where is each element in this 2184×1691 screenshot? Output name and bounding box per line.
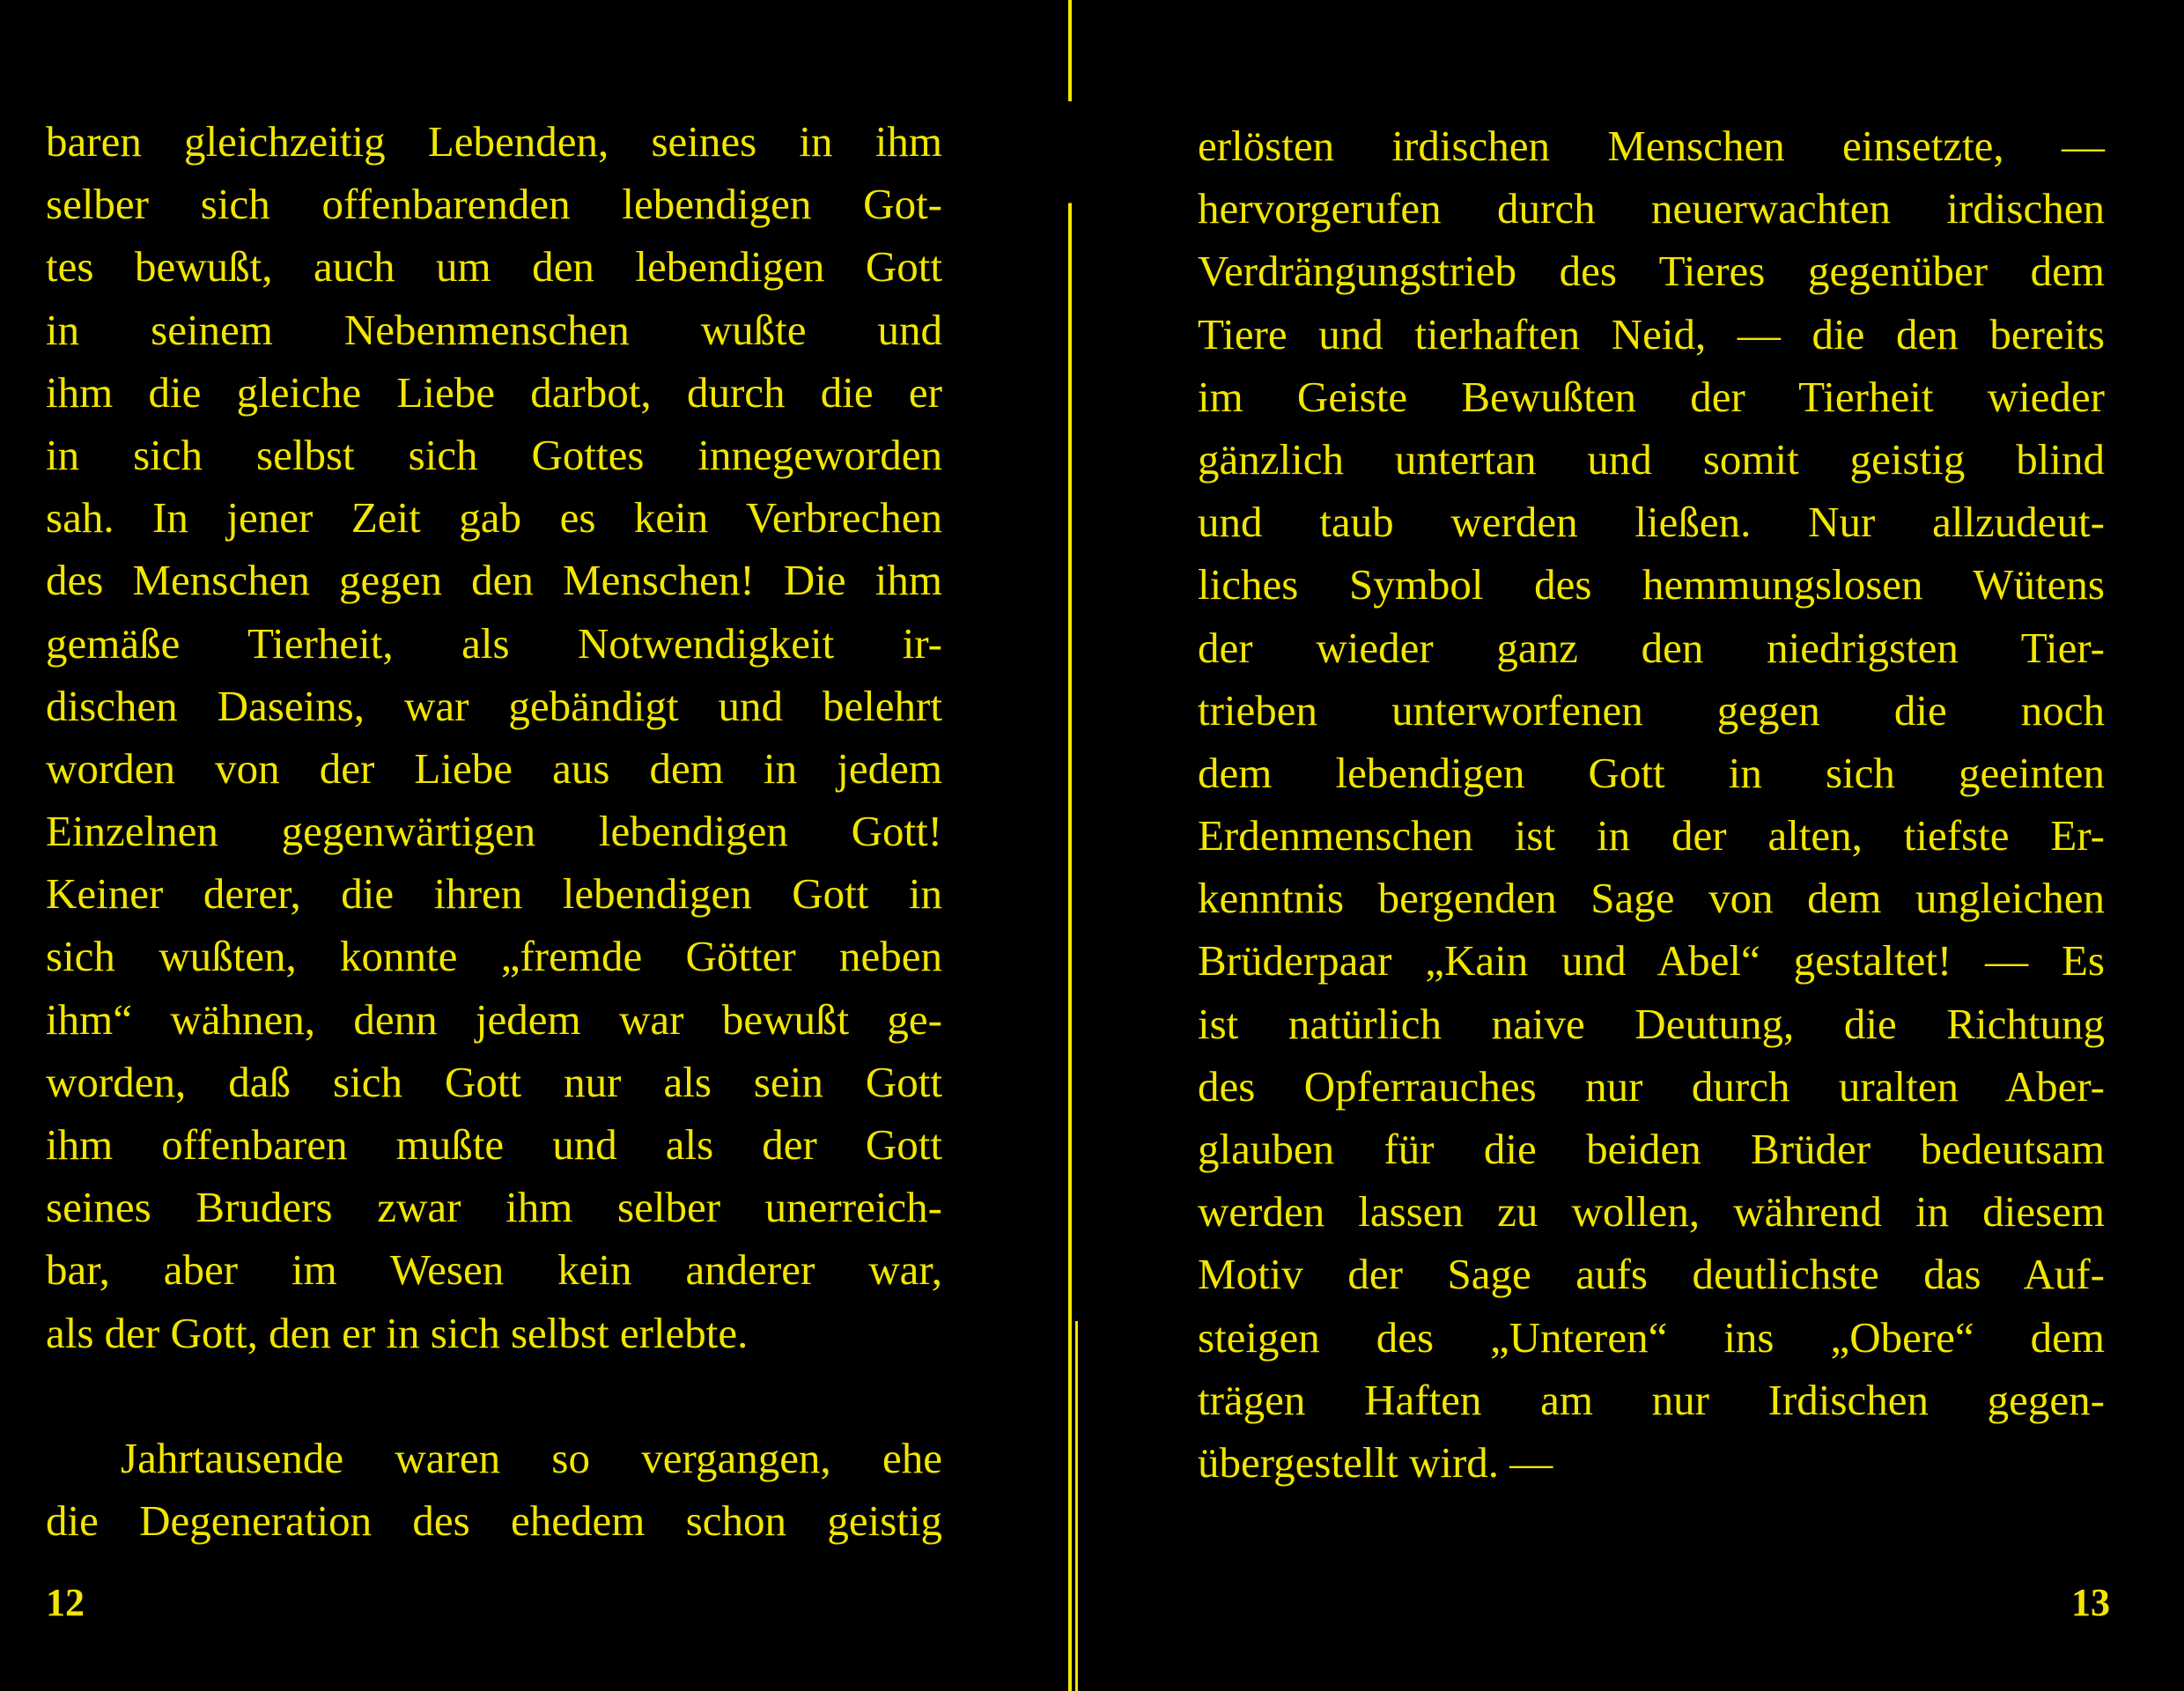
text-line: sich wußten, konnte „fremde Götter neben: [46, 932, 942, 981]
text-line: Erdenmenschen ist in der alten, tiefste Er-: [1198, 811, 2105, 860]
text-line: Keiner derer, die ihren lebendigen Gott in: [46, 869, 942, 919]
text-line: übergestellt wird. —: [1198, 1437, 1553, 1487]
text-line: sah. In jener Zeit gab es kein Verbrechen: [46, 493, 942, 543]
text-line: seines Bruders zwar ihm selber unerreich-: [46, 1183, 942, 1232]
text-line: dischen Daseins, war gebändigt und belehrt: [46, 681, 942, 730]
text-line: Jahrtausende waren so vergangen, ehe: [121, 1433, 942, 1482]
text-line: ihm offenbaren mußte und als der Gott: [46, 1120, 942, 1169]
text-line: und taub werden ließen. Nur allzudeut-: [1198, 498, 2105, 547]
text-line: der wieder ganz den niedrigsten Tier-: [1198, 623, 2105, 672]
text-line: worden, daß sich Gott nur als sein Gott: [46, 1057, 942, 1106]
text-line: in sich selbst sich Gottes innegeworden: [46, 430, 942, 479]
text-line: gänzlich untertan und somit geistig blind: [1198, 434, 2105, 484]
text-line: im Geiste Bewußten der Tierheit wieder: [1198, 372, 2105, 421]
text-line: tes bewußt, auch um den lebendigen Gott: [46, 242, 942, 292]
text-line: ihm die gleiche Liebe darbot, durch die er: [46, 367, 942, 417]
text-line: in seinem Nebenmenschen wußte und: [46, 305, 942, 354]
text-line: trägen Haften am nur Irdischen gegen-: [1198, 1375, 2105, 1424]
text-line: Motiv der Sage aufs deutlichste das Auf-: [1198, 1250, 2105, 1299]
left-page: [0, 0, 1070, 1691]
text-line: Verdrängungstrieb des Tieres gegenüber dem: [1198, 247, 2105, 296]
text-line: des Opferrauches nur durch uralten Aber-: [1198, 1061, 2105, 1111]
text-line: des Menschen gegen den Menschen! Die ihm: [46, 556, 942, 605]
text-line: dem lebendigen Gott in sich geeinten: [1198, 748, 2105, 797]
text-line: bar, aber im Wesen kein anderer war,: [46, 1245, 942, 1295]
text-line: hervorgerufen durch neuerwachten irdischen: [1198, 184, 2105, 233]
text-line: die Degeneration des ehedem schon geistig: [46, 1495, 942, 1545]
text-line: Brüderpaar „Kain und Abel“ gestaltet! — Es: [1198, 936, 2105, 986]
right-page-text: [1198, 114, 2105, 1494]
text-line: als der Gott, den er in sich selbst erlebte.: [46, 1308, 749, 1357]
text-line: erlösten irdischen Menschen einsetzte, —: [1198, 122, 2105, 170]
text-line: ist natürlich naive Deutung, die Richtung: [1198, 999, 2105, 1048]
text-line: ihm“ wähnen, denn jedem war bewußt ge-: [46, 994, 942, 1044]
text-line: gemäße Tierheit, als Notwendigkeit ir-: [46, 618, 942, 668]
text-line: selber sich offenbarenden lebendigen Got-: [46, 180, 942, 229]
text-line: kenntnis bergenden Sage von dem ungleichen: [1198, 874, 2105, 923]
text-line: werden lassen zu wollen, während in diesem: [1198, 1187, 2105, 1237]
paragraph-gap: [46, 1364, 942, 1427]
left-page-text: [46, 110, 942, 1552]
text-line: glauben für die beiden Brüder bedeutsam: [1198, 1125, 2105, 1173]
page-number: 12: [46, 1581, 85, 1624]
page-number: 13: [2071, 1581, 2110, 1624]
text-line: Tiere und tierhaften Neid, — die den bereits: [1198, 309, 2105, 358]
text-line: worden von der Liebe aus dem in jedem: [46, 743, 942, 793]
text-line: baren gleichzeitig Lebenden, seines in ihm: [46, 117, 942, 166]
text-line: steigen des „Unteren“ ins „Obere“ dem: [1198, 1312, 2105, 1362]
text-line: trieben unterworfenen gegen die noch: [1198, 685, 2105, 735]
text-line: Einzelnen gegenwärtigen lebendigen Gott!: [46, 807, 942, 856]
text-line: liches Symbol des hemmungslosen Wütens: [1198, 560, 2105, 609]
